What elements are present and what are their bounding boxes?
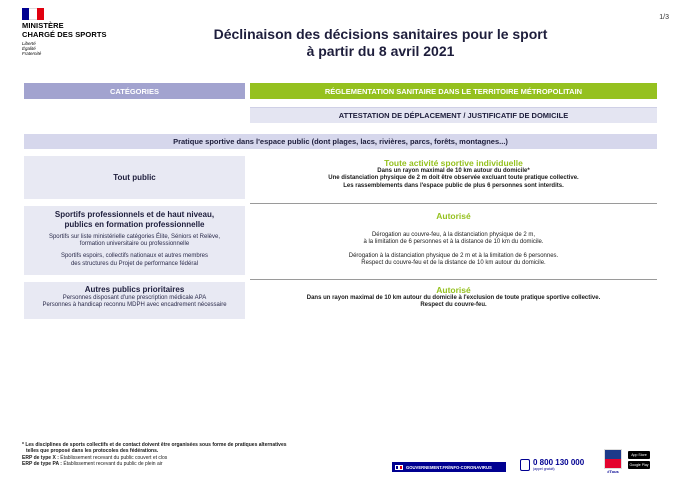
french-flag-icon	[22, 8, 44, 20]
french-flag-icon	[395, 465, 403, 470]
title-line-2: à partir du 8 avril 2021	[306, 43, 455, 59]
logo-line-1: MINISTÈRE	[22, 21, 64, 30]
phone-hotline[interactable]	[520, 459, 584, 471]
tousanticovid-app-icon[interactable]	[604, 449, 622, 469]
app-store-badge[interactable]: App Store	[628, 451, 650, 459]
category-sub-line: Personnes disposant d'une prescription médicale APA	[62, 294, 207, 301]
footnote-line-2: telles que proposé dans les protocoles des fédérations.	[26, 448, 159, 455]
category-title-line: publics en formation professionnelle	[64, 219, 205, 229]
rule-line: Respect du couvre-feu.	[420, 302, 487, 309]
footnote-line-1: * Les disciplines de sports collectifs et de contact doivent être organisées sous forme de pratiques alternatives	[22, 442, 287, 448]
rule-tout-public	[250, 158, 657, 190]
motto-fraternite: Fraternité	[22, 51, 42, 56]
rule-line: Dans un rayon maximal de 10 km autour du domicile à l'exclusion de toute pratique sportive collective.	[306, 295, 601, 301]
rule-line: à la limitation de 6 personnes et à la distance de 10 km du domicile.	[363, 239, 544, 246]
rule-line: Respect du couvre-feu et de la distance de 10 km autour du domicile.	[361, 259, 546, 266]
page-title	[0, 26, 681, 60]
category-sub-line: Personnes à handicap reconnu MDPH avec encadrement nécessaire	[42, 301, 227, 308]
category-sub-line: Sportifs sur liste ministérielle catégories Élite, Séniors et Relève,	[48, 234, 221, 240]
category-sportifs-pro	[24, 206, 245, 275]
page-number: 1/3	[659, 14, 669, 21]
motto-liberte: Liberté	[22, 41, 36, 46]
rule-title: Autorisé	[436, 211, 471, 221]
phone-number: 0 800 130 000	[533, 458, 585, 467]
rule-title: Autorisé	[436, 285, 471, 295]
motto-egalite: Égalité	[22, 46, 36, 51]
category-sub-line: formation universitaire ou professionnelle	[79, 241, 190, 248]
gov-badge-text: GOUVERNEMENT.FR/INFO-CORONAVIRUS	[406, 464, 492, 470]
rule-sportifs-pro	[250, 211, 657, 267]
title-line-1: Déclinaison des décisions sanitaires pour le sport	[213, 26, 548, 42]
rule-line: Les rassemblements dans l'espace public de plus 6 personnes sont interdits.	[343, 182, 564, 189]
category-sub-line: Sportifs espoirs, collectifs nationaux et autres membres	[60, 253, 209, 260]
category-title: Tout public	[113, 172, 156, 182]
section-header: Pratique sportive dans l'espace public (dont plages, lacs, rivières, parcs, forêts, montagnes...)	[24, 134, 657, 149]
row-divider	[250, 203, 657, 204]
google-play-badge[interactable]: Google Play	[629, 463, 649, 467]
category-title: Autres publics prioritaires	[84, 285, 185, 294]
rule-line: Une distanciation physique de 2 m doit être observée excluant toute pratique collective.	[328, 175, 579, 182]
rule-autres-publics	[250, 285, 657, 310]
rule-line: Dans un rayon maximal de 10 km autour du domicile*	[377, 168, 530, 174]
category-sub-line: des structures du Projet de performance fédéral	[70, 260, 199, 267]
rule-line: Dérogation au couvre-feu, à la distanciation physique de 2 m,	[371, 232, 536, 238]
erp-x-text: Établissement recevant du public couvert et clos	[60, 454, 168, 461]
gov-info-badge[interactable]	[392, 462, 506, 472]
app-name: #Tous	[607, 469, 619, 474]
erp-pa-label: ERP de type PA :	[22, 460, 62, 467]
category-title-line: Sportifs professionnels et de haut niveau,	[54, 210, 215, 219]
attestation-header: ATTESTATION DE DÉPLACEMENT / JUSTIFICATIF DE DOMICILE	[250, 107, 657, 123]
categories-header: CATÉGORIES	[24, 83, 245, 99]
erp-pa-text: Établissement recevant du public de plein air	[63, 460, 163, 467]
rule-title: Toute activité sportive individuelle	[384, 158, 523, 168]
phone-sub: (appel gratuit)	[533, 467, 555, 471]
row-divider	[250, 279, 657, 280]
footer-notes	[22, 442, 342, 467]
category-tout-public	[24, 156, 245, 199]
logo-line-2: CHARGÉ DES SPORTS	[22, 29, 107, 39]
erp-x-label: ERP de type X :	[22, 454, 59, 461]
phone-icon	[520, 459, 530, 471]
regulation-header: RÉGLEMENTATION SANITAIRE DANS LE TERRITOIRE MÉTROPOLITAIN	[250, 83, 657, 99]
category-autres-publics	[24, 282, 245, 319]
rule-line: Dérogation à la distanciation physique de 2 m et à la limitation de 6 personnes.	[348, 252, 559, 259]
